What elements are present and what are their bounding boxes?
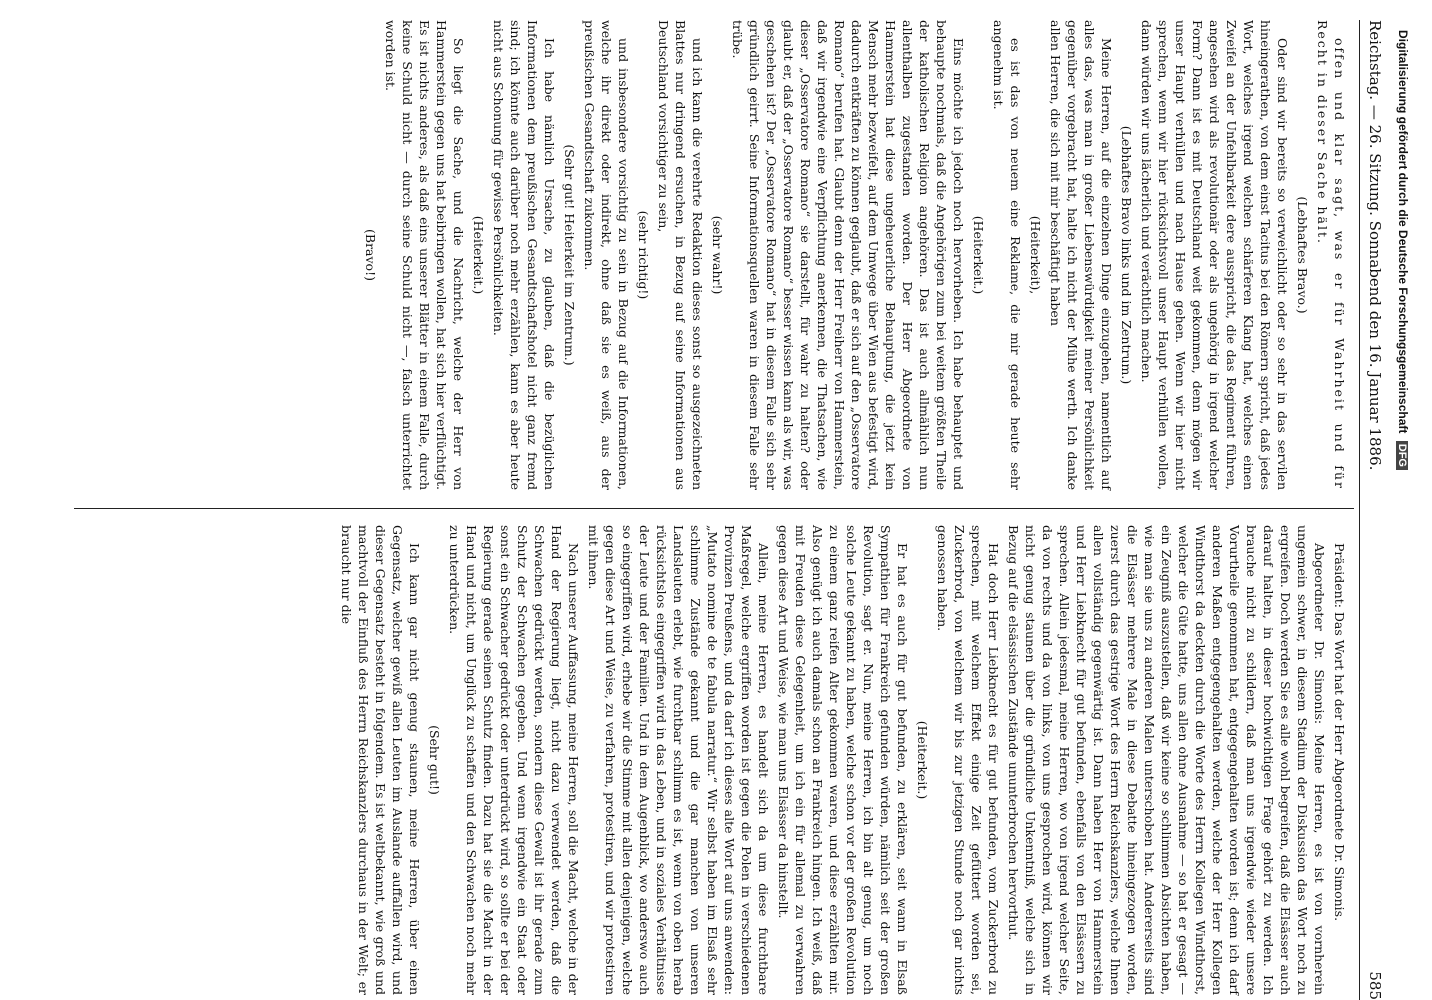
paragraph: Eins möchte ich jedoch noch hervorheben. Ich habe behauptet und behaupte nochmals, daß die Angehörigen zum bei weitem größten Theile der katholischen Religion angehören. Das ist auch allmählich nun allenthalben zugestanden worden. Der Herr Abgeordnete von Hammerstein hat diese ungeheuerliche Behauptung, die jetzt kein Mensch mehr bezweifelt, auf dem Umwege über Wien aus befestigt wird, dadurch entkräften zu können geglaubt, daß er sich auf den „Osservatore Romano“ berufen hat. Glaubt denn der Herr Freiherr von Hammerstein, daß wir irgendwie eine Verpflichtung anerkennen, die Thatsachen, wie dieser „Osservatore Romano“ sie darstellt, für wahr zu halten? oder glaubt er, daß der „Osservatore Romano“ besser wissen kann als wir, was geschehen ist? Der „Osservatore Romano“ hat in diesem Falle sich sehr gründlich geirrt. Seine Informationsquellen waren in diesem Falle sehr trübe. (730, 20, 966, 490)
paragraph: Meine Herren, auf die einzelnen Dinge einzugehen, namentlich auf alles das, was man in großer Liebenswürdigkeit meiner Persönlichkeit gegenüber vorgebracht hat, halte ich nicht der Mühe werth. Ich danke allen Herren, die sich mit mir beschäftigt haben (1048, 20, 1114, 490)
right-column (335, 525, 1348, 995)
interjection: (Bravo!) (363, 229, 378, 281)
running-header (1359, 20, 1390, 1000)
digitization-footer (1390, 30, 1410, 980)
interjection: (Heiterkeit.) (915, 720, 930, 800)
rotated-page (60, 20, 1390, 1000)
paragraph: Abgeordneter Dr. Simonis: Meine Herren, es ist von vornherein ungemein schwer, in diesem Stadium der Diskussion das Wort noch zu ergreifen. Doch werden Sie es alle wohl begreifen, daß die Elsässer auch darauf halten, in dieser hochwichtigen Frage gehört zu werden. Ich brauche nicht zu schildern, daß man uns irgendwie wieder unsere Vorurtheile genommen hat, entgegengehalten worden ist; denn ich darf anderen Maßen entgegengehalten werden, welche der Herr Kollegen Windthorst da deckten durch die Worte des Herrn Kollegen Windthorst, welcher die Güte hatte, uns allen ohne Ausnahme — so hat er gesagt — ein Zeugniß auszustellen, daß wir keine so schlimmen Absichten haben, wie man sie uns zu anderen Malen unterschoben hat. Andererseits sind die Elsässer mehrere Male in diese Debatte hineingezogen worden, zuerst durch das gestrige Wort des Herrn Reichskanzlers, welche Ihnen allen vollständig gegenwärtig ist. Dann haben Herr von Hammerstein und Herr Liebknecht für gut befunden, ebenfalls von den Elsässern zu sprechen. Allein jedesmal, meine Herren, wo von irgend welcher Seite, da von rechts und da von links, von uns gesprochen wird, können wir nicht genug staunen über die gründliche Unkenntniß, welche sich in Bezug auf die elsässischen Zustände ununterbrochen hervorthut. (1006, 525, 1327, 995)
paragraph: Ich kann gar nicht genug staunen, meine Herren, über einen Gegensatz, welcher gewiß allen Leuten im Auslande auffallen wird, und dieser Gegensatz besteht in folgendem. Es ist weltbekannt, wie groß und machtvoll der Einfluß des Herrn Reichskanzlers durchaus in der Welt; er braucht nur die (339, 525, 422, 995)
interjection: (Heiterkeit.) (471, 215, 486, 295)
interjection: (Sehr gut!) (427, 725, 442, 795)
paragraph: Präsident: Das Wort hat der Herr Abgeordnete Dr. Simonis. (1332, 543, 1347, 922)
column-divider (74, 508, 1354, 509)
paragraph: Nach unserer Auffassung, meine Herren, soll die Macht, welche in der Hand der Regierung liegt, nicht dazu verwendet werden, daß die Schwachen gedrückt werden, sondern diese Gewalt ist ihr gerade zum Schutz der Schwachen gegeben. Und wenn irgendwie ein Staat oder sonst ein Schwacher gedrückt oder unterdrückt wird, so sollte er bei der Regierung gerade seinen Schutz finden. Dazu hat sie die Macht in der Hand und nicht, um Unglück zu schaffen und den Schwachen noch mehr zu unterdrücken. (447, 525, 581, 995)
paragraph: offen und klar sagt, was er für Wahrheit und für Recht in dieser Sache hält. (1315, 20, 1347, 490)
interjection: (sehr richtig!) (636, 210, 651, 300)
paragraph: Oder sind wir bereits so verweichlicht oder so sehr in das servilen hineingerathen, von dem einst Tacitus bei den Römern spricht, daß jedes Wort, welches irgend welchen schärferen Klang hat, welches einen Zweifel an der Unfehlbarkeit dere ausspricht, die das Regiment führen, angesehen wird als revolutionär oder als ungehörig in irgend welcher Form? Dann ist es mit Deutschland weit gekommen, denn mögen wir unser Haupt verhüllen und nach Hause gehen. Wenn wir hier nicht sprechen, wenn wir hier rücksichtsvoll unser Haupt verhüllen wollen, dann würden wir uns lächerlich und verächtlich machen. (1139, 20, 1290, 490)
interjection: (Lebhaftes Bravo.) (1295, 196, 1310, 314)
paragraph: So liegt die Sache, und die Nachricht, welche der Herr von Hammerstein gegen uns hat beibringen wollen, hat sich hier verflüchtigt. Es ist nichts anderes, als daß eins unserer Blätter in einem Falle, durch keine Schuld nicht — durch seine Schuld nicht —, falsch unterrichtet worden ist. (383, 20, 466, 490)
interjection: (Sehr gut! Heiterkeit im Zentrum.) (562, 144, 577, 366)
interjection: (sehr wahr!) (710, 215, 725, 295)
interjection: (Heiterkeit.) (971, 215, 986, 295)
paragraph: Ich habe nämlich Ursache, zu glauben, daß die bezüglichen Informationen dem preußischen Gesandtschaftshotel nicht ganz fremd sind; ich könnte auch darüber noch mehr erzählen, kann es aber heute nicht aus Schonung für gewisse Persönlichkeiten. (491, 20, 557, 490)
footer-text: Digitalisierung gefördert durch die Deutsche Forschungsgemeinschaft (1396, 30, 1410, 434)
paragraph: Er hat es auch für gut befunden, zu erklären, seit wann in Elsaß Sympathien für Frankreich gefunden würden, nämlich seit der großen Revolution, sagt er. Nun, meine Herren, ich bin alt genug, um noch solche Leute gekannt zu haben, welche schon vor der großen Revolution zu einem ganz reifen Alter gekommen waren, und diese erzählten mir. Also genügt ich auch damals schon an Frankreich hingen. Ich weiß, daß mit Freuden diese Gelegenheit, um ich ein für allemal zu verwahren gegen diese Art und Weise, wie man uns Elsässer da hinstellt. (776, 525, 910, 995)
dfg-badge: DFG (1396, 441, 1408, 470)
paragraph: und ich kann die verehrte Redaktion dieses sonst so ausgezeichneten Blattes nur dringend ersuchen, in Bezug auf seine Informationen aus Deutschland vorsichtiger zu sein, (656, 20, 705, 490)
left-column (359, 20, 1348, 490)
header-title: Reichstag. — 26. Sitzung. Sonnabend den 16. Januar 1886. (1366, 20, 1384, 471)
paragraph: und insbesondere vorsichtig zu sein in Bezug auf die Informationen, welche ihr direkt oder indirekt, ohne daß sie es weiß, aus der preußischen Gesandtschaft zukommen. (582, 20, 631, 490)
paragraph: Allein, meine Herren, es handelt sich da um diese furchtbare Maßregel, welche ergriffen worden ist gegen die Polen in verschiedenen Provinzen Preußens, und da darf ich dieses alte Wort auf uns anwenden: „Mutato nomine de te fabula narratur.“ Wir selbst haben im Elsaß sehr schlimme Zustände gekannt und die gar manchen von unseren Landsleuten erlebt, wie furchtbar schlimm es ist, wenn von oben herab rücksichtslos eingegriffen wird in das Leben, und in soziales Verhältnisse der Leute und der Familien. Und in dem Augenblick, wo anderswo auch so eingegriffen wird, erhebe wir die Stimme mit allen denjenigen, welche gegen diese Art und Weise, zu verfahren, protestiren, und wir protestiren mit ihnen. (586, 525, 771, 995)
paragraph: es ist das von neuem eine Reklame, die mir gerade heute sehr angenehm ist. (991, 20, 1023, 490)
interjection: (Heiterkeit), (1028, 215, 1043, 295)
page-number: 585 (1366, 971, 1384, 1000)
interjection: (Lebhaftes Bravo links und im Zentrum.) (1119, 125, 1134, 385)
paragraph: Hat doch Herr Liebknecht es für gut befunden, vom Zuckerbrod zu sprechen, mit welchem Effekt einige Zeit gefüttert worden sei, Zuckerbrod, von welchem wir bis zur jetzigen Stunde noch gar nichts genossen haben. (935, 525, 1001, 995)
